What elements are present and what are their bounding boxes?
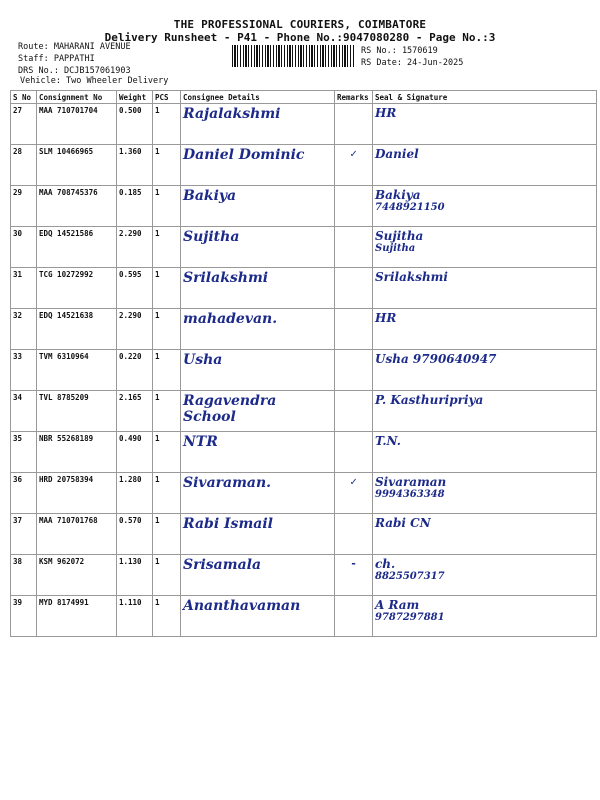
consignee-handwriting: Ananthavaman bbox=[183, 598, 301, 614]
row-pcs: 1 bbox=[153, 473, 181, 514]
row-consignee bbox=[181, 514, 335, 555]
table-row bbox=[11, 227, 597, 268]
row-pcs: 1 bbox=[153, 350, 181, 391]
consignee-handwriting: Sujitha bbox=[183, 229, 240, 245]
delivery-table bbox=[10, 90, 597, 637]
table-row bbox=[11, 186, 597, 227]
table-row bbox=[11, 391, 597, 432]
row-sno: 32 bbox=[11, 309, 37, 350]
row-pcs: 1 bbox=[153, 145, 181, 186]
consignee-handwriting: Bakiya bbox=[183, 188, 237, 204]
row-consignment: SLM 10466965 bbox=[37, 145, 117, 186]
row-weight: 0.500 bbox=[117, 104, 153, 145]
row-weight: 1.110 bbox=[117, 596, 153, 637]
row-remarks: - bbox=[335, 555, 373, 596]
row-sno: 38 bbox=[11, 555, 37, 596]
row-consignment: TCG 10272992 bbox=[37, 268, 117, 309]
row-consignee bbox=[181, 186, 335, 227]
row-pcs: 1 bbox=[153, 596, 181, 637]
row-sno: 36 bbox=[11, 473, 37, 514]
signature-text: T.N. bbox=[375, 434, 401, 448]
vehicle-label: Vehicle: Two Wheeler Delivery bbox=[20, 76, 169, 86]
row-remarks bbox=[335, 596, 373, 637]
row-signature bbox=[373, 309, 597, 350]
consignee-handwriting: mahadevan. bbox=[183, 311, 278, 327]
row-consignee bbox=[181, 104, 335, 145]
col-signature: Seal & Signature bbox=[373, 91, 597, 104]
signature-text: Bakiya bbox=[375, 188, 421, 202]
table-row bbox=[11, 555, 597, 596]
row-sno: 34 bbox=[11, 391, 37, 432]
row-sno: 27 bbox=[11, 104, 37, 145]
drs-label: DRS No.: DCJB157061903 bbox=[18, 66, 131, 76]
row-pcs: 1 bbox=[153, 555, 181, 596]
row-pcs: 1 bbox=[153, 227, 181, 268]
row-sno: 37 bbox=[11, 514, 37, 555]
row-signature bbox=[373, 555, 597, 596]
signature-text: Sivaraman bbox=[375, 475, 447, 489]
col-consignee: Consignee Details bbox=[181, 91, 335, 104]
row-consignment: MAA 708745376 bbox=[37, 186, 117, 227]
rs-date: RS Date: 24-Jun-2025 bbox=[361, 58, 464, 68]
signature-phone: 7448921150 bbox=[375, 202, 445, 213]
row-sno: 33 bbox=[11, 350, 37, 391]
row-sno: 30 bbox=[11, 227, 37, 268]
table-row bbox=[11, 432, 597, 473]
col-sno: S No bbox=[11, 91, 37, 104]
row-remarks bbox=[335, 268, 373, 309]
row-consignment: TVL 8785209 bbox=[37, 391, 117, 432]
row-remarks bbox=[335, 350, 373, 391]
row-consignee bbox=[181, 268, 335, 309]
row-consignment: MAA 710701768 bbox=[37, 514, 117, 555]
row-consignment: NBR 55268189 bbox=[37, 432, 117, 473]
signature-text: P. Kasthuripriya bbox=[375, 393, 484, 407]
col-pcs: PCS bbox=[153, 91, 181, 104]
row-weight: 1.280 bbox=[117, 473, 153, 514]
company-title: THE PROFESSIONAL COURIERS, COIMBATORE bbox=[173, 18, 427, 31]
staff-label: Staff: PAPPATHI bbox=[18, 54, 95, 64]
row-sno: 39 bbox=[11, 596, 37, 637]
row-consignment: HRD 20758394 bbox=[37, 473, 117, 514]
signature-text: Srilakshmi bbox=[375, 270, 448, 284]
table-row bbox=[11, 104, 597, 145]
table-row bbox=[11, 596, 597, 637]
row-weight: 0.595 bbox=[117, 268, 153, 309]
signature-phone: Sujitha bbox=[375, 243, 416, 254]
row-consignment: MAA 710701704 bbox=[37, 104, 117, 145]
signature-phone: 9787297881 bbox=[375, 612, 445, 623]
row-pcs: 1 bbox=[153, 104, 181, 145]
row-remarks bbox=[335, 514, 373, 555]
row-consignee bbox=[181, 350, 335, 391]
row-consignment: EDQ 14521638 bbox=[37, 309, 117, 350]
row-pcs: 1 bbox=[153, 268, 181, 309]
row-signature bbox=[373, 514, 597, 555]
consignee-handwriting: Ragavendra School bbox=[183, 393, 277, 425]
consignee-handwriting: Srilakshmi bbox=[183, 270, 269, 286]
row-signature bbox=[373, 104, 597, 145]
row-weight: 0.185 bbox=[117, 186, 153, 227]
signature-text: Usha 9790640947 bbox=[375, 352, 497, 366]
row-consignment: KSM 962072 bbox=[37, 555, 117, 596]
row-signature bbox=[373, 391, 597, 432]
row-signature bbox=[373, 186, 597, 227]
table-row bbox=[11, 350, 597, 391]
runsheet-subtitle: Delivery Runsheet - P41 - Phone No.:9047080280 - Page No.:3 bbox=[104, 31, 496, 44]
row-consignee bbox=[181, 309, 335, 350]
consignee-handwriting: Usha bbox=[183, 352, 223, 368]
row-signature bbox=[373, 350, 597, 391]
row-consignment: EDQ 14521586 bbox=[37, 227, 117, 268]
row-remarks: ✓ bbox=[335, 473, 373, 514]
consignee-handwriting: Sivaraman. bbox=[183, 475, 272, 491]
consignee-handwriting: Srisamala bbox=[183, 557, 262, 573]
table-row bbox=[11, 514, 597, 555]
consignee-handwriting: Rabi Ismail bbox=[183, 516, 273, 532]
signature-text: HR bbox=[375, 311, 397, 325]
row-consignee bbox=[181, 596, 335, 637]
consignee-handwriting: Rajalakshmi bbox=[183, 106, 281, 122]
row-consignee bbox=[181, 473, 335, 514]
row-signature bbox=[373, 432, 597, 473]
signature-text: A Ram bbox=[375, 598, 420, 612]
row-remarks bbox=[335, 391, 373, 432]
row-weight: 0.490 bbox=[117, 432, 153, 473]
rs-number: RS No.: 1570619 bbox=[361, 46, 438, 56]
signature-phone: 8825507317 bbox=[375, 571, 445, 582]
table-row bbox=[11, 473, 597, 514]
signature-text: HR bbox=[375, 106, 397, 120]
table-row bbox=[11, 268, 597, 309]
consignee-handwriting: NTR bbox=[183, 434, 218, 450]
barcode-image bbox=[232, 45, 354, 67]
table-row bbox=[11, 145, 597, 186]
row-pcs: 1 bbox=[153, 186, 181, 227]
row-pcs: 1 bbox=[153, 309, 181, 350]
row-weight: 2.290 bbox=[117, 309, 153, 350]
row-signature bbox=[373, 268, 597, 309]
row-weight: 0.570 bbox=[117, 514, 153, 555]
row-signature bbox=[373, 145, 597, 186]
row-signature bbox=[373, 227, 597, 268]
row-remarks bbox=[335, 309, 373, 350]
row-consignee bbox=[181, 227, 335, 268]
row-remarks bbox=[335, 432, 373, 473]
row-remarks bbox=[335, 186, 373, 227]
signature-text: ch. bbox=[375, 557, 396, 571]
table-header-row bbox=[11, 91, 597, 104]
row-sno: 31 bbox=[11, 268, 37, 309]
row-sno: 29 bbox=[11, 186, 37, 227]
row-consignee bbox=[181, 391, 335, 432]
signature-text: Rabi CN bbox=[375, 516, 431, 530]
table-body bbox=[11, 104, 597, 637]
row-remarks bbox=[335, 104, 373, 145]
row-pcs: 1 bbox=[153, 514, 181, 555]
row-weight: 2.165 bbox=[117, 391, 153, 432]
row-pcs: 1 bbox=[153, 432, 181, 473]
signature-text: Sujitha bbox=[375, 229, 424, 243]
row-remarks bbox=[335, 227, 373, 268]
route-label: Route: MAHARANI AVENUE bbox=[18, 42, 131, 52]
row-weight: 0.220 bbox=[117, 350, 153, 391]
consignee-handwriting: Daniel Dominic bbox=[183, 147, 305, 163]
table-row bbox=[11, 309, 597, 350]
signature-phone: 9994363348 bbox=[375, 489, 445, 500]
col-weight: Weight bbox=[117, 91, 153, 104]
row-pcs: 1 bbox=[153, 391, 181, 432]
row-sno: 35 bbox=[11, 432, 37, 473]
row-consignment: MYD 8174991 bbox=[37, 596, 117, 637]
row-consignee bbox=[181, 432, 335, 473]
row-remarks: ✓ bbox=[335, 145, 373, 186]
row-weight: 1.130 bbox=[117, 555, 153, 596]
col-remarks: Remarks bbox=[335, 91, 373, 104]
row-consignee bbox=[181, 555, 335, 596]
signature-text: Daniel bbox=[375, 147, 419, 161]
row-consignment: TVM 6310964 bbox=[37, 350, 117, 391]
row-consignee bbox=[181, 145, 335, 186]
col-consignment: Consignment No bbox=[37, 91, 117, 104]
row-weight: 1.360 bbox=[117, 145, 153, 186]
row-weight: 2.290 bbox=[117, 227, 153, 268]
row-sno: 28 bbox=[11, 145, 37, 186]
row-signature bbox=[373, 473, 597, 514]
row-signature bbox=[373, 596, 597, 637]
